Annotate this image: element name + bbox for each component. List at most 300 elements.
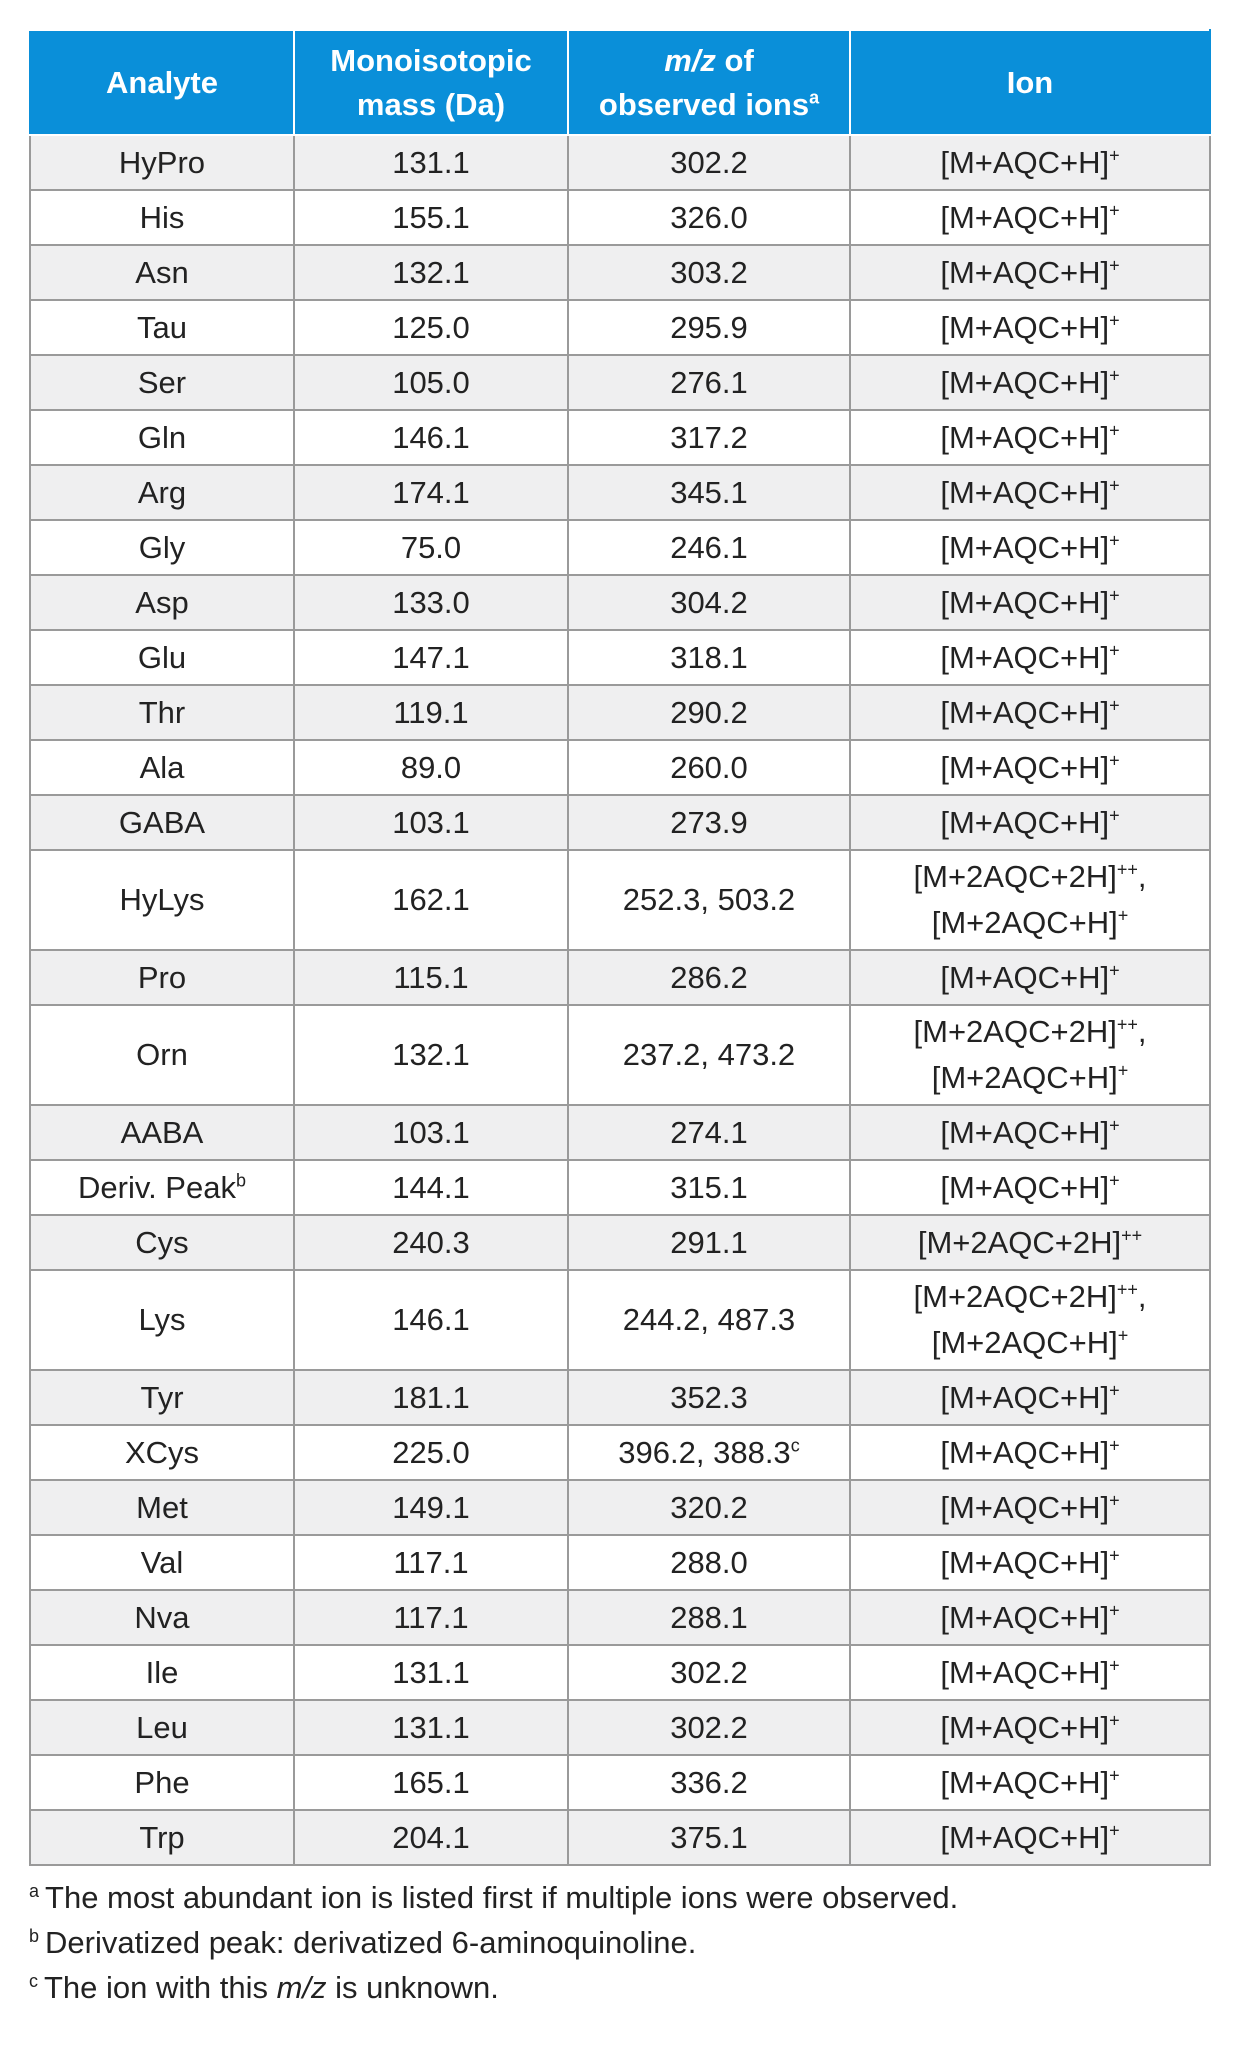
mass-value: 115.1 [393,959,469,995]
ion-formula: [M+2AQC+2H] [913,1014,1117,1049]
cell-ion [850,1590,1210,1645]
analyte-name: Trp [139,1819,185,1855]
ion-charge: + [1109,1115,1120,1136]
table-row [30,1160,1210,1215]
ion-separator: , [1137,859,1147,894]
mz-value: 246.1 [670,529,748,565]
cell-mz [568,1105,850,1160]
ion-charge: ++ [1121,1225,1143,1246]
ion-charge: + [1109,960,1120,981]
table-row [30,1215,1210,1270]
cell-mass [294,685,568,740]
cell-analyte [30,190,294,245]
ion-charge: ++ [1116,859,1138,880]
cell-analyte [30,1160,294,1215]
mz-value: 273.9 [670,804,748,840]
cell-analyte [30,300,294,355]
mass-value: 165.1 [392,1764,470,1800]
cell-mass [294,950,568,1005]
cell-mass [294,245,568,300]
analyte-name: Ile [145,1654,179,1690]
ion-charge: ++ [1116,1279,1138,1300]
cell-ion [850,1425,1210,1480]
cell-ion [850,795,1210,850]
analyte-name: HyPro [118,144,206,180]
table-row [30,1645,1210,1700]
cell-mz [568,410,850,465]
cell-analyte [30,1700,294,1755]
ion-charge: + [1117,905,1129,926]
mz-value: 252.3, 503.2 [622,882,796,917]
cell-ion [850,685,1210,740]
cell-mass [294,1700,568,1755]
analyte-name: Thr [138,694,186,730]
cell-ion [850,190,1210,245]
table-row [30,355,1210,410]
cell-mz [568,1700,850,1755]
ion-charge: + [1109,1600,1120,1621]
cell-mass [294,1370,568,1425]
ion-charge: + [1109,145,1120,166]
analyte-name: Orn [136,1037,188,1072]
cell-mz [568,685,850,740]
mz-value: 304.2 [670,584,748,620]
table-row [30,135,1210,190]
ion-formula-secondary: [M+2AQC+H] [931,1060,1118,1095]
mz-value: 302.2 [670,1709,748,1745]
table-row [30,300,1210,355]
ion-charge: + [1109,1545,1120,1566]
ion-charge: + [1117,1325,1129,1346]
cell-ion [850,850,1210,950]
header-monoisotopic-mass [294,30,568,135]
cell-ion [850,740,1210,795]
header-analyte [30,30,294,135]
analyte-name: Nva [134,1599,190,1635]
analyte-name: Leu [136,1709,188,1745]
mass-value: 132.1 [392,1037,470,1072]
ion-charge: + [1109,530,1120,551]
analyte-name: XCys [124,1434,200,1470]
cell-analyte [30,245,294,300]
ion-charge: + [1109,1380,1120,1401]
mz-value: 320.2 [670,1489,748,1525]
ion-formula: [M+AQC+H] [940,364,1110,400]
cell-ion [850,575,1210,630]
analyte-name: HyLys [119,882,205,917]
cell-mass [294,190,568,245]
cell-ion [850,1270,1210,1370]
cell-ion [850,300,1210,355]
cell-mass [294,1535,568,1590]
cell-mz [568,950,850,1005]
mass-value: 225.0 [392,1434,470,1470]
cell-mass [294,410,568,465]
ion-formula: [M+AQC+H] [940,1654,1110,1690]
cell-ion [850,630,1210,685]
cell-mz [568,740,850,795]
footnote-text-end: is unknown. [326,1970,499,2005]
analyte-name: Lys [138,1302,186,1337]
header-ion [850,30,1210,135]
ion-formula: [M+AQC+H] [940,1489,1110,1525]
ion-charge: + [1117,1060,1129,1081]
cell-mass [294,630,568,685]
mz-value: 345.1 [670,474,748,510]
footnote-mark: c [790,1435,800,1456]
table-row [30,245,1210,300]
mass-value: 132.1 [392,254,470,290]
cell-mz [568,1425,850,1480]
ion-formula: [M+AQC+H] [940,419,1110,455]
table-row [30,1590,1210,1645]
cell-ion [850,1370,1210,1425]
cell-mass [294,1160,568,1215]
analyte-name: Gly [138,529,186,565]
analyte-name: Deriv. Peak [78,1169,236,1205]
cell-mz [568,1535,850,1590]
header-mz-suffix: of [715,42,754,78]
cell-mz [568,135,850,190]
ion-formula: [M+AQC+H] [940,959,1110,995]
analyte-name: Asp [135,584,189,620]
ion-formula: [M+AQC+H] [940,694,1110,730]
table-row [30,850,1210,950]
ion-charge: + [1109,1655,1120,1676]
cell-mass [294,850,568,950]
ion-charge: + [1109,1490,1120,1511]
mass-value: 204.1 [392,1819,470,1855]
table-row [30,1700,1210,1755]
ion-formula: [M+AQC+H] [940,254,1110,290]
table-row [30,740,1210,795]
cell-analyte [30,685,294,740]
mass-value: 117.1 [393,1544,469,1580]
cell-mz [568,355,850,410]
table-row [30,1755,1210,1810]
cell-ion [850,135,1210,190]
header-mass-line2: mass (Da) [356,86,506,122]
cell-mz [568,190,850,245]
analyte-name: His [139,199,185,235]
table-header [30,30,1210,135]
cell-ion [850,410,1210,465]
cell-mz [568,245,850,300]
mass-value: 103.1 [392,1114,470,1150]
cell-mass [294,465,568,520]
ion-charge: + [1109,695,1120,716]
mz-value: 290.2 [670,694,748,730]
analyte-name: Ala [139,749,185,785]
ion-formula: [M+AQC+H] [940,1819,1110,1855]
cell-analyte [30,1590,294,1645]
cell-mz [568,630,850,685]
cell-analyte [30,1645,294,1700]
mass-value: 133.0 [392,584,470,620]
ion-charge: ++ [1116,1014,1138,1035]
header-ion-label: Ion [1006,64,1054,100]
mass-value: 105.0 [392,364,470,400]
table-row [30,465,1210,520]
cell-ion [850,1160,1210,1215]
mz-value: 336.2 [670,1764,748,1800]
analyte-name: Met [136,1489,188,1525]
ion-formula: [M+AQC+H] [940,1379,1110,1415]
ion-formula: [M+2AQC+2H] [917,1224,1122,1260]
footnote-text: Derivatized peak: derivatized 6-aminoquinoline. [45,1925,697,1960]
mass-value: 131.1 [392,1654,470,1690]
cell-mass [294,1480,568,1535]
table-row [30,1005,1210,1105]
footnote-text: The ion with this [44,1970,277,2005]
ion-formula: [M+AQC+H] [940,529,1110,565]
ion-formula: [M+AQC+H] [940,804,1110,840]
cell-mz [568,1160,850,1215]
mz-value: 274.1 [670,1114,748,1150]
cell-ion [850,1810,1210,1865]
cell-mz [568,1645,850,1700]
table-row [30,950,1210,1005]
mass-value: 181.1 [392,1379,470,1415]
ion-formula: [M+AQC+H] [940,749,1110,785]
cell-analyte [30,1270,294,1370]
cell-mass [294,795,568,850]
cell-mass [294,1810,568,1865]
ion-formula: [M+AQC+H] [940,1709,1110,1745]
ion-separator: , [1137,1014,1147,1049]
header-mz-italic: m/z [664,42,716,78]
ion-charge: + [1109,1765,1120,1786]
cell-analyte [30,355,294,410]
cell-ion [850,245,1210,300]
cell-mass [294,1590,568,1645]
ion-charge: + [1109,750,1120,771]
cell-analyte [30,465,294,520]
cell-mz [568,1370,850,1425]
mz-value: 295.9 [670,309,748,345]
mass-value: 147.1 [392,639,470,675]
cell-analyte [30,950,294,1005]
cell-analyte [30,135,294,190]
ion-formula: [M+AQC+H] [940,1764,1110,1800]
mass-value: 146.1 [392,1302,470,1337]
cell-mz [568,1480,850,1535]
cell-ion [850,1700,1210,1755]
table-body [30,135,1210,1865]
analyte-name: Gln [137,419,187,455]
ion-formula: [M+AQC+H] [940,1169,1110,1205]
mass-value: 149.1 [392,1489,470,1525]
mz-value: 288.0 [670,1544,748,1580]
table-row [30,1480,1210,1535]
cell-ion [850,950,1210,1005]
ion-charge: + [1109,640,1120,661]
mass-value: 89.0 [400,749,462,785]
analyte-name: Tyr [140,1379,184,1415]
cell-mz [568,1755,850,1810]
ion-formula: [M+AQC+H] [940,144,1110,180]
mass-value: 174.1 [392,474,470,510]
ion-formula: [M+AQC+H] [940,1114,1110,1150]
ion-charge: + [1109,1170,1120,1191]
mz-value: 315.1 [670,1169,748,1205]
cell-mz [568,1270,850,1370]
ion-formula: [M+2AQC+2H] [913,1279,1117,1314]
mz-value: 286.2 [670,959,748,995]
header-mass-line1: Monoisotopic [330,42,532,78]
cell-mass [294,1270,568,1370]
footnote-c [29,1965,1209,2010]
cell-mz [568,1810,850,1865]
mz-value: 302.2 [670,144,748,180]
cell-ion [850,1755,1210,1810]
mz-value: 302.2 [670,1654,748,1690]
cell-mass [294,520,568,575]
header-mz-footnote-mark: a [809,87,820,108]
mass-value: 131.1 [392,1709,470,1745]
mz-value: 288.1 [670,1599,748,1635]
cell-ion [850,465,1210,520]
cell-analyte [30,1480,294,1535]
cell-mz [568,300,850,355]
cell-mz [568,1590,850,1645]
analyte-name: Tau [137,309,187,345]
header-mz-line2: observed ions [598,86,810,122]
header-row [30,30,1210,135]
cell-ion [850,1645,1210,1700]
mass-value: 155.1 [392,199,470,235]
ion-formula: [M+AQC+H] [940,199,1110,235]
cell-mz [568,465,850,520]
cell-mass [294,1005,568,1105]
table-row [30,410,1210,465]
footnote-mark: b [235,1170,246,1191]
cell-analyte [30,1755,294,1810]
mass-value: 117.1 [393,1599,469,1635]
analyte-name: GABA [118,804,206,840]
cell-analyte [30,1810,294,1865]
cell-analyte [30,410,294,465]
cell-mass [294,575,568,630]
mass-value: 146.1 [392,419,470,455]
cell-analyte [30,1105,294,1160]
analyte-name: Phe [134,1764,190,1800]
mz-value: 317.2 [670,419,748,455]
table-row [30,1370,1210,1425]
cell-mass [294,1755,568,1810]
table-row [30,630,1210,685]
table-row [30,1425,1210,1480]
cell-analyte [30,850,294,950]
table-row [30,1270,1210,1370]
footnote-mark: b [29,1925,40,1946]
table-row [30,685,1210,740]
mz-value: 326.0 [670,199,748,235]
ion-formula: [M+2AQC+2H] [913,859,1117,894]
cell-analyte [30,630,294,685]
analyte-name: Arg [137,474,187,510]
footnote-text: The most abundant ion is listed first if multiple ions were observed. [45,1880,959,1915]
ion-formula: [M+AQC+H] [940,1544,1110,1580]
ion-charge: + [1109,475,1120,496]
mass-value: 119.1 [393,694,469,730]
cell-ion [850,1480,1210,1535]
table-row [30,1105,1210,1160]
analyte-name: Cys [135,1224,189,1260]
mz-value: 303.2 [670,254,748,290]
cell-analyte [30,1535,294,1590]
mass-value: 240.3 [392,1224,470,1260]
analyte-name: Asn [135,254,189,290]
footnote-mark: a [29,1880,40,1901]
footnote-text-italic: m/z [276,1970,327,2005]
ion-charge: + [1109,1820,1120,1841]
ion-charge: + [1109,420,1120,441]
cell-analyte [30,520,294,575]
mass-value: 103.1 [392,804,470,840]
header-analyte-label: Analyte [106,64,218,100]
mz-value: 260.0 [670,749,748,785]
header-mz-observed [568,30,850,135]
cell-ion [850,355,1210,410]
mz-value: 237.2, 473.2 [622,1037,796,1072]
ion-formula: [M+AQC+H] [940,1434,1110,1470]
cell-mass [294,135,568,190]
cell-mass [294,1215,568,1270]
cell-mz [568,850,850,950]
mass-value: 144.1 [392,1169,470,1205]
ion-formula: [M+AQC+H] [940,1599,1110,1635]
mass-value: 131.1 [392,144,470,180]
cell-analyte [30,1425,294,1480]
cell-analyte [30,575,294,630]
table-row [30,575,1210,630]
table-row [30,1810,1210,1865]
ion-charge: + [1109,1710,1120,1731]
mass-value: 75.0 [400,529,462,565]
footnote-mark: c [29,1970,38,1991]
cell-mz [568,575,850,630]
mz-value: 244.2, 487.3 [622,1302,796,1337]
cell-mass [294,740,568,795]
ion-formula: [M+AQC+H] [940,639,1110,675]
mass-value: 125.0 [392,309,470,345]
document [29,29,1209,2010]
ion-charge: + [1109,1435,1120,1456]
cell-ion [850,1535,1210,1590]
footnote-a [29,1875,1209,1920]
table-row [30,795,1210,850]
cell-analyte [30,1005,294,1105]
cell-analyte [30,1215,294,1270]
cell-ion [850,1215,1210,1270]
cell-mz [568,1005,850,1105]
analyte-name: Pro [137,959,187,995]
ion-charge: + [1109,585,1120,606]
mz-value: 375.1 [670,1819,748,1855]
ion-separator: , [1137,1279,1147,1314]
mz-value: 291.1 [670,1224,748,1260]
analyte-name: Val [140,1544,184,1580]
mz-value: 396.2, 388.3 [618,1434,791,1470]
ion-formula-secondary: [M+2AQC+H] [931,905,1118,940]
cell-mass [294,1645,568,1700]
cell-mass [294,300,568,355]
table-row [30,190,1210,245]
mz-value: 276.1 [670,364,748,400]
cell-ion [850,520,1210,575]
cell-mz [568,795,850,850]
